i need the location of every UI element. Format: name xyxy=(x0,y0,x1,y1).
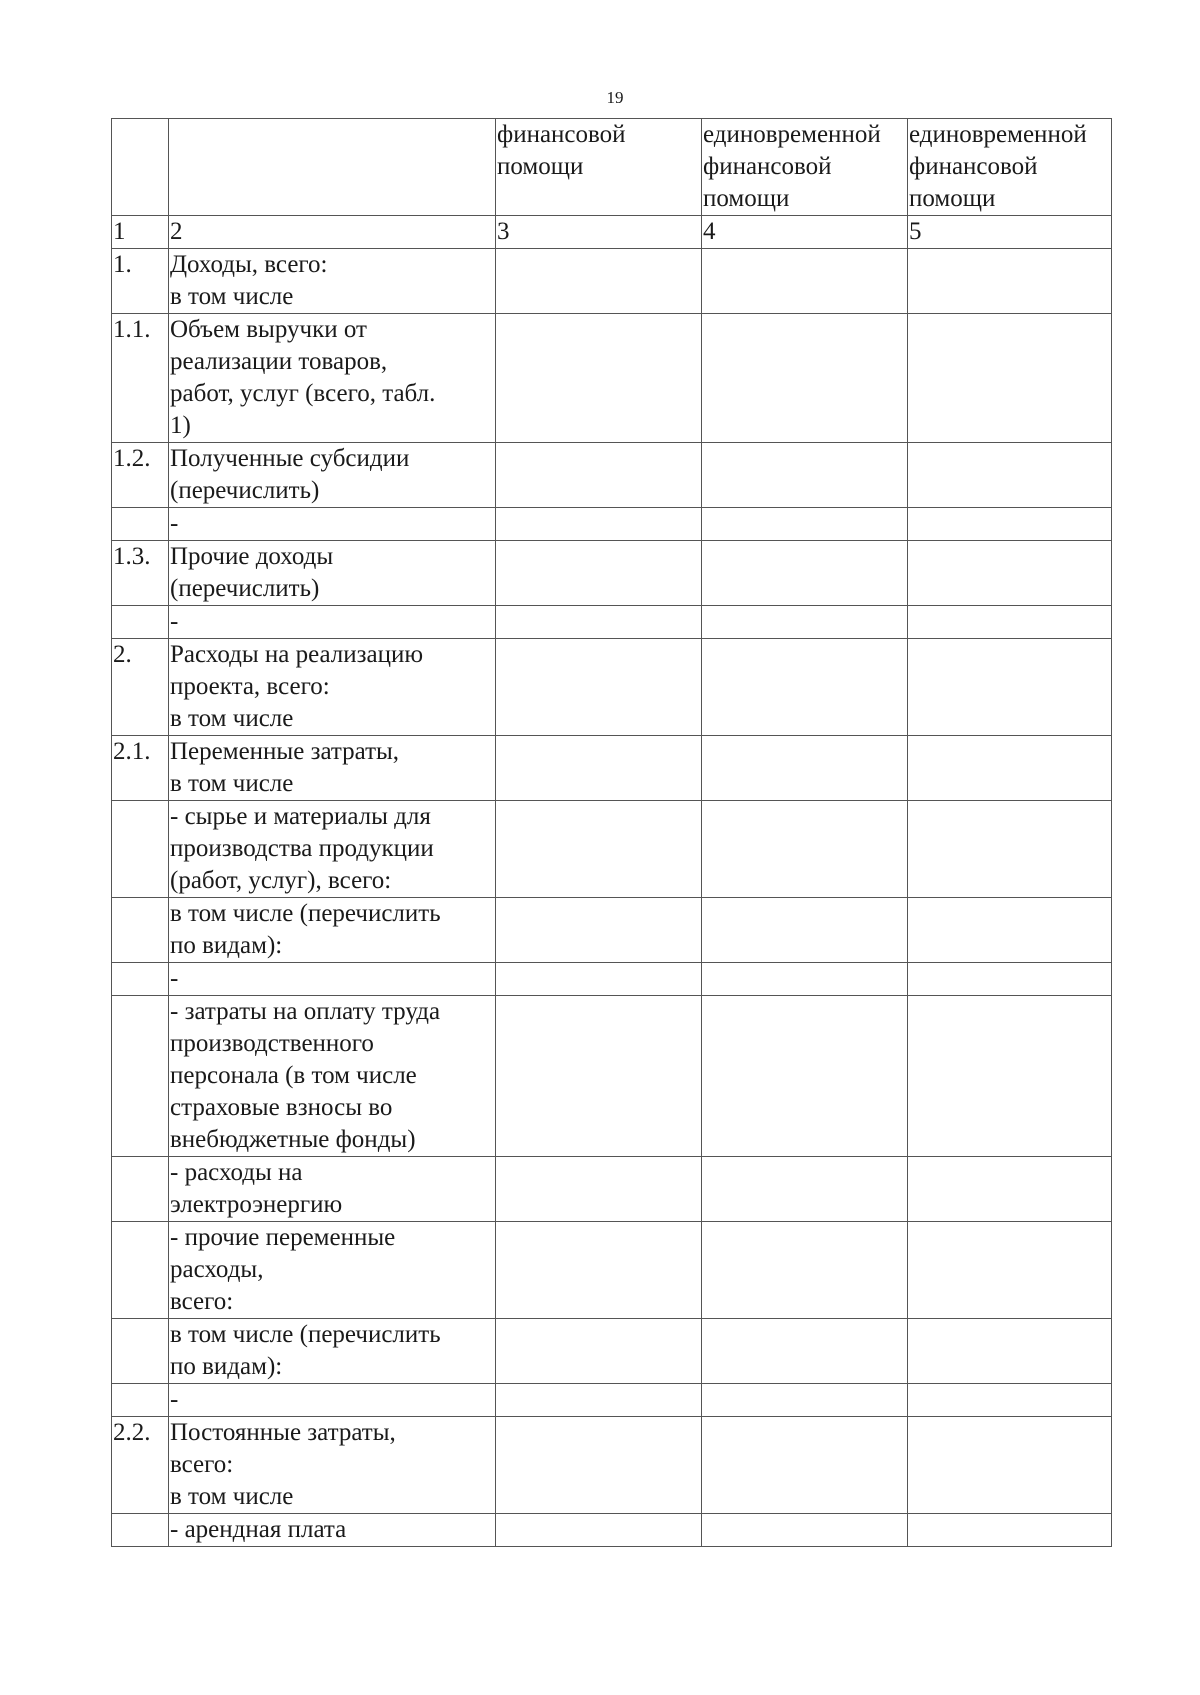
table-row xyxy=(112,1157,1112,1222)
table-row xyxy=(112,1319,1112,1384)
value-cell[interactable] xyxy=(496,249,702,314)
row-label: - сырье и материалы для производства продукции (работ, услуг), всего: xyxy=(169,801,496,898)
header-cell: финансовой помощи xyxy=(496,119,702,216)
value-cell[interactable] xyxy=(908,898,1112,963)
table-row xyxy=(112,314,1112,443)
value-cell[interactable] xyxy=(496,1417,702,1514)
value-cell[interactable] xyxy=(702,1222,908,1319)
value-cell[interactable] xyxy=(496,801,702,898)
value-cell[interactable] xyxy=(702,443,908,508)
row-label: в том числе (перечислить по видам): xyxy=(169,898,496,963)
table-row xyxy=(112,801,1112,898)
column-numbers-row xyxy=(112,216,1112,249)
value-cell[interactable] xyxy=(702,639,908,736)
value-cell[interactable] xyxy=(496,1514,702,1547)
value-cell[interactable] xyxy=(702,508,908,541)
value-cell[interactable] xyxy=(908,249,1112,314)
row-number xyxy=(112,1514,169,1547)
value-cell[interactable] xyxy=(908,1157,1112,1222)
row-label: Доходы, всего: в том числе xyxy=(169,249,496,314)
table-row xyxy=(112,541,1112,606)
header-row xyxy=(112,119,1112,216)
value-cell[interactable] xyxy=(496,996,702,1157)
row-number xyxy=(112,963,169,996)
financial-table xyxy=(111,118,1112,1547)
value-cell[interactable] xyxy=(908,1319,1112,1384)
table-row xyxy=(112,249,1112,314)
row-label: - xyxy=(169,963,496,996)
row-number xyxy=(112,606,169,639)
value-cell[interactable] xyxy=(702,1514,908,1547)
value-cell[interactable] xyxy=(908,1384,1112,1417)
row-number: 1.2. xyxy=(112,443,169,508)
value-cell[interactable] xyxy=(908,801,1112,898)
table-row xyxy=(112,1384,1112,1417)
page-number: 19 xyxy=(606,88,624,107)
value-cell[interactable] xyxy=(702,996,908,1157)
column-number: 3 xyxy=(496,216,702,249)
row-number xyxy=(112,898,169,963)
value-cell[interactable] xyxy=(702,963,908,996)
value-cell[interactable] xyxy=(908,1514,1112,1547)
value-cell[interactable] xyxy=(496,639,702,736)
value-cell[interactable] xyxy=(702,898,908,963)
row-label: - арендная плата xyxy=(169,1514,496,1547)
value-cell[interactable] xyxy=(702,314,908,443)
table-row xyxy=(112,443,1112,508)
table-row xyxy=(112,606,1112,639)
row-number xyxy=(112,508,169,541)
row-label: - прочие переменные расходы, всего: xyxy=(169,1222,496,1319)
value-cell[interactable] xyxy=(702,1417,908,1514)
row-label: Прочие доходы (перечислить) xyxy=(169,541,496,606)
value-cell[interactable] xyxy=(702,541,908,606)
row-number xyxy=(112,1384,169,1417)
header-cell: единовременной финансовой помощи xyxy=(908,119,1112,216)
column-number: 5 xyxy=(908,216,1112,249)
row-number: 2. xyxy=(112,639,169,736)
table-row xyxy=(112,1417,1112,1514)
row-label: Расходы на реализацию проекта, всего: в том числе xyxy=(169,639,496,736)
value-cell[interactable] xyxy=(908,606,1112,639)
value-cell[interactable] xyxy=(496,1384,702,1417)
value-cell[interactable] xyxy=(702,1319,908,1384)
value-cell[interactable] xyxy=(908,508,1112,541)
value-cell[interactable] xyxy=(908,314,1112,443)
value-cell[interactable] xyxy=(496,314,702,443)
value-cell[interactable] xyxy=(908,996,1112,1157)
value-cell[interactable] xyxy=(908,541,1112,606)
header-cell xyxy=(112,119,169,216)
column-number: 2 xyxy=(169,216,496,249)
row-number: 1.1. xyxy=(112,314,169,443)
value-cell[interactable] xyxy=(496,1222,702,1319)
column-number: 4 xyxy=(702,216,908,249)
value-cell[interactable] xyxy=(908,1222,1112,1319)
row-label: Объем выручки от реализации товаров, работ, услуг (всего, табл. 1) xyxy=(169,314,496,443)
value-cell[interactable] xyxy=(496,541,702,606)
table-row xyxy=(112,508,1112,541)
value-cell[interactable] xyxy=(908,963,1112,996)
value-cell[interactable] xyxy=(702,606,908,639)
row-label: - xyxy=(169,606,496,639)
value-cell[interactable] xyxy=(496,1157,702,1222)
row-label: - xyxy=(169,1384,496,1417)
row-label: Переменные затраты, в том числе xyxy=(169,736,496,801)
value-cell[interactable] xyxy=(496,963,702,996)
row-number xyxy=(112,1319,169,1384)
table-row xyxy=(112,898,1112,963)
table-row xyxy=(112,1222,1112,1319)
table-row xyxy=(112,736,1112,801)
value-cell[interactable] xyxy=(702,249,908,314)
value-cell[interactable] xyxy=(496,1319,702,1384)
row-number: 1.3. xyxy=(112,541,169,606)
row-number: 2.1. xyxy=(112,736,169,801)
row-number xyxy=(112,801,169,898)
row-number xyxy=(112,1222,169,1319)
value-cell[interactable] xyxy=(496,606,702,639)
header-cell: единовременной финансовой помощи xyxy=(702,119,908,216)
row-number xyxy=(112,996,169,1157)
table-row xyxy=(112,963,1112,996)
value-cell[interactable] xyxy=(496,443,702,508)
row-label: - затраты на оплату труда производственного персонала (в том числе страховые взносы во внебюджетные фонды) xyxy=(169,996,496,1157)
row-label: Постоянные затраты, всего: в том числе xyxy=(169,1417,496,1514)
value-cell[interactable] xyxy=(702,1157,908,1222)
row-number: 2.2. xyxy=(112,1417,169,1514)
value-cell[interactable] xyxy=(702,1384,908,1417)
row-number xyxy=(112,1157,169,1222)
row-label: в том числе (перечислить по видам): xyxy=(169,1319,496,1384)
row-number: 1. xyxy=(112,249,169,314)
header-cell xyxy=(169,119,496,216)
value-cell[interactable] xyxy=(908,1417,1112,1514)
value-cell[interactable] xyxy=(908,639,1112,736)
value-cell[interactable] xyxy=(908,736,1112,801)
value-cell[interactable] xyxy=(496,736,702,801)
value-cell[interactable] xyxy=(496,898,702,963)
table-row xyxy=(112,639,1112,736)
row-label: - xyxy=(169,508,496,541)
value-cell[interactable] xyxy=(496,508,702,541)
value-cell[interactable] xyxy=(908,443,1112,508)
table-row xyxy=(112,996,1112,1157)
table-row xyxy=(112,1514,1112,1547)
value-cell[interactable] xyxy=(702,736,908,801)
value-cell[interactable] xyxy=(702,801,908,898)
column-number: 1 xyxy=(112,216,169,249)
row-label: Полученные субсидии (перечислить) xyxy=(169,443,496,508)
row-label: - расходы на электроэнергию xyxy=(169,1157,496,1222)
